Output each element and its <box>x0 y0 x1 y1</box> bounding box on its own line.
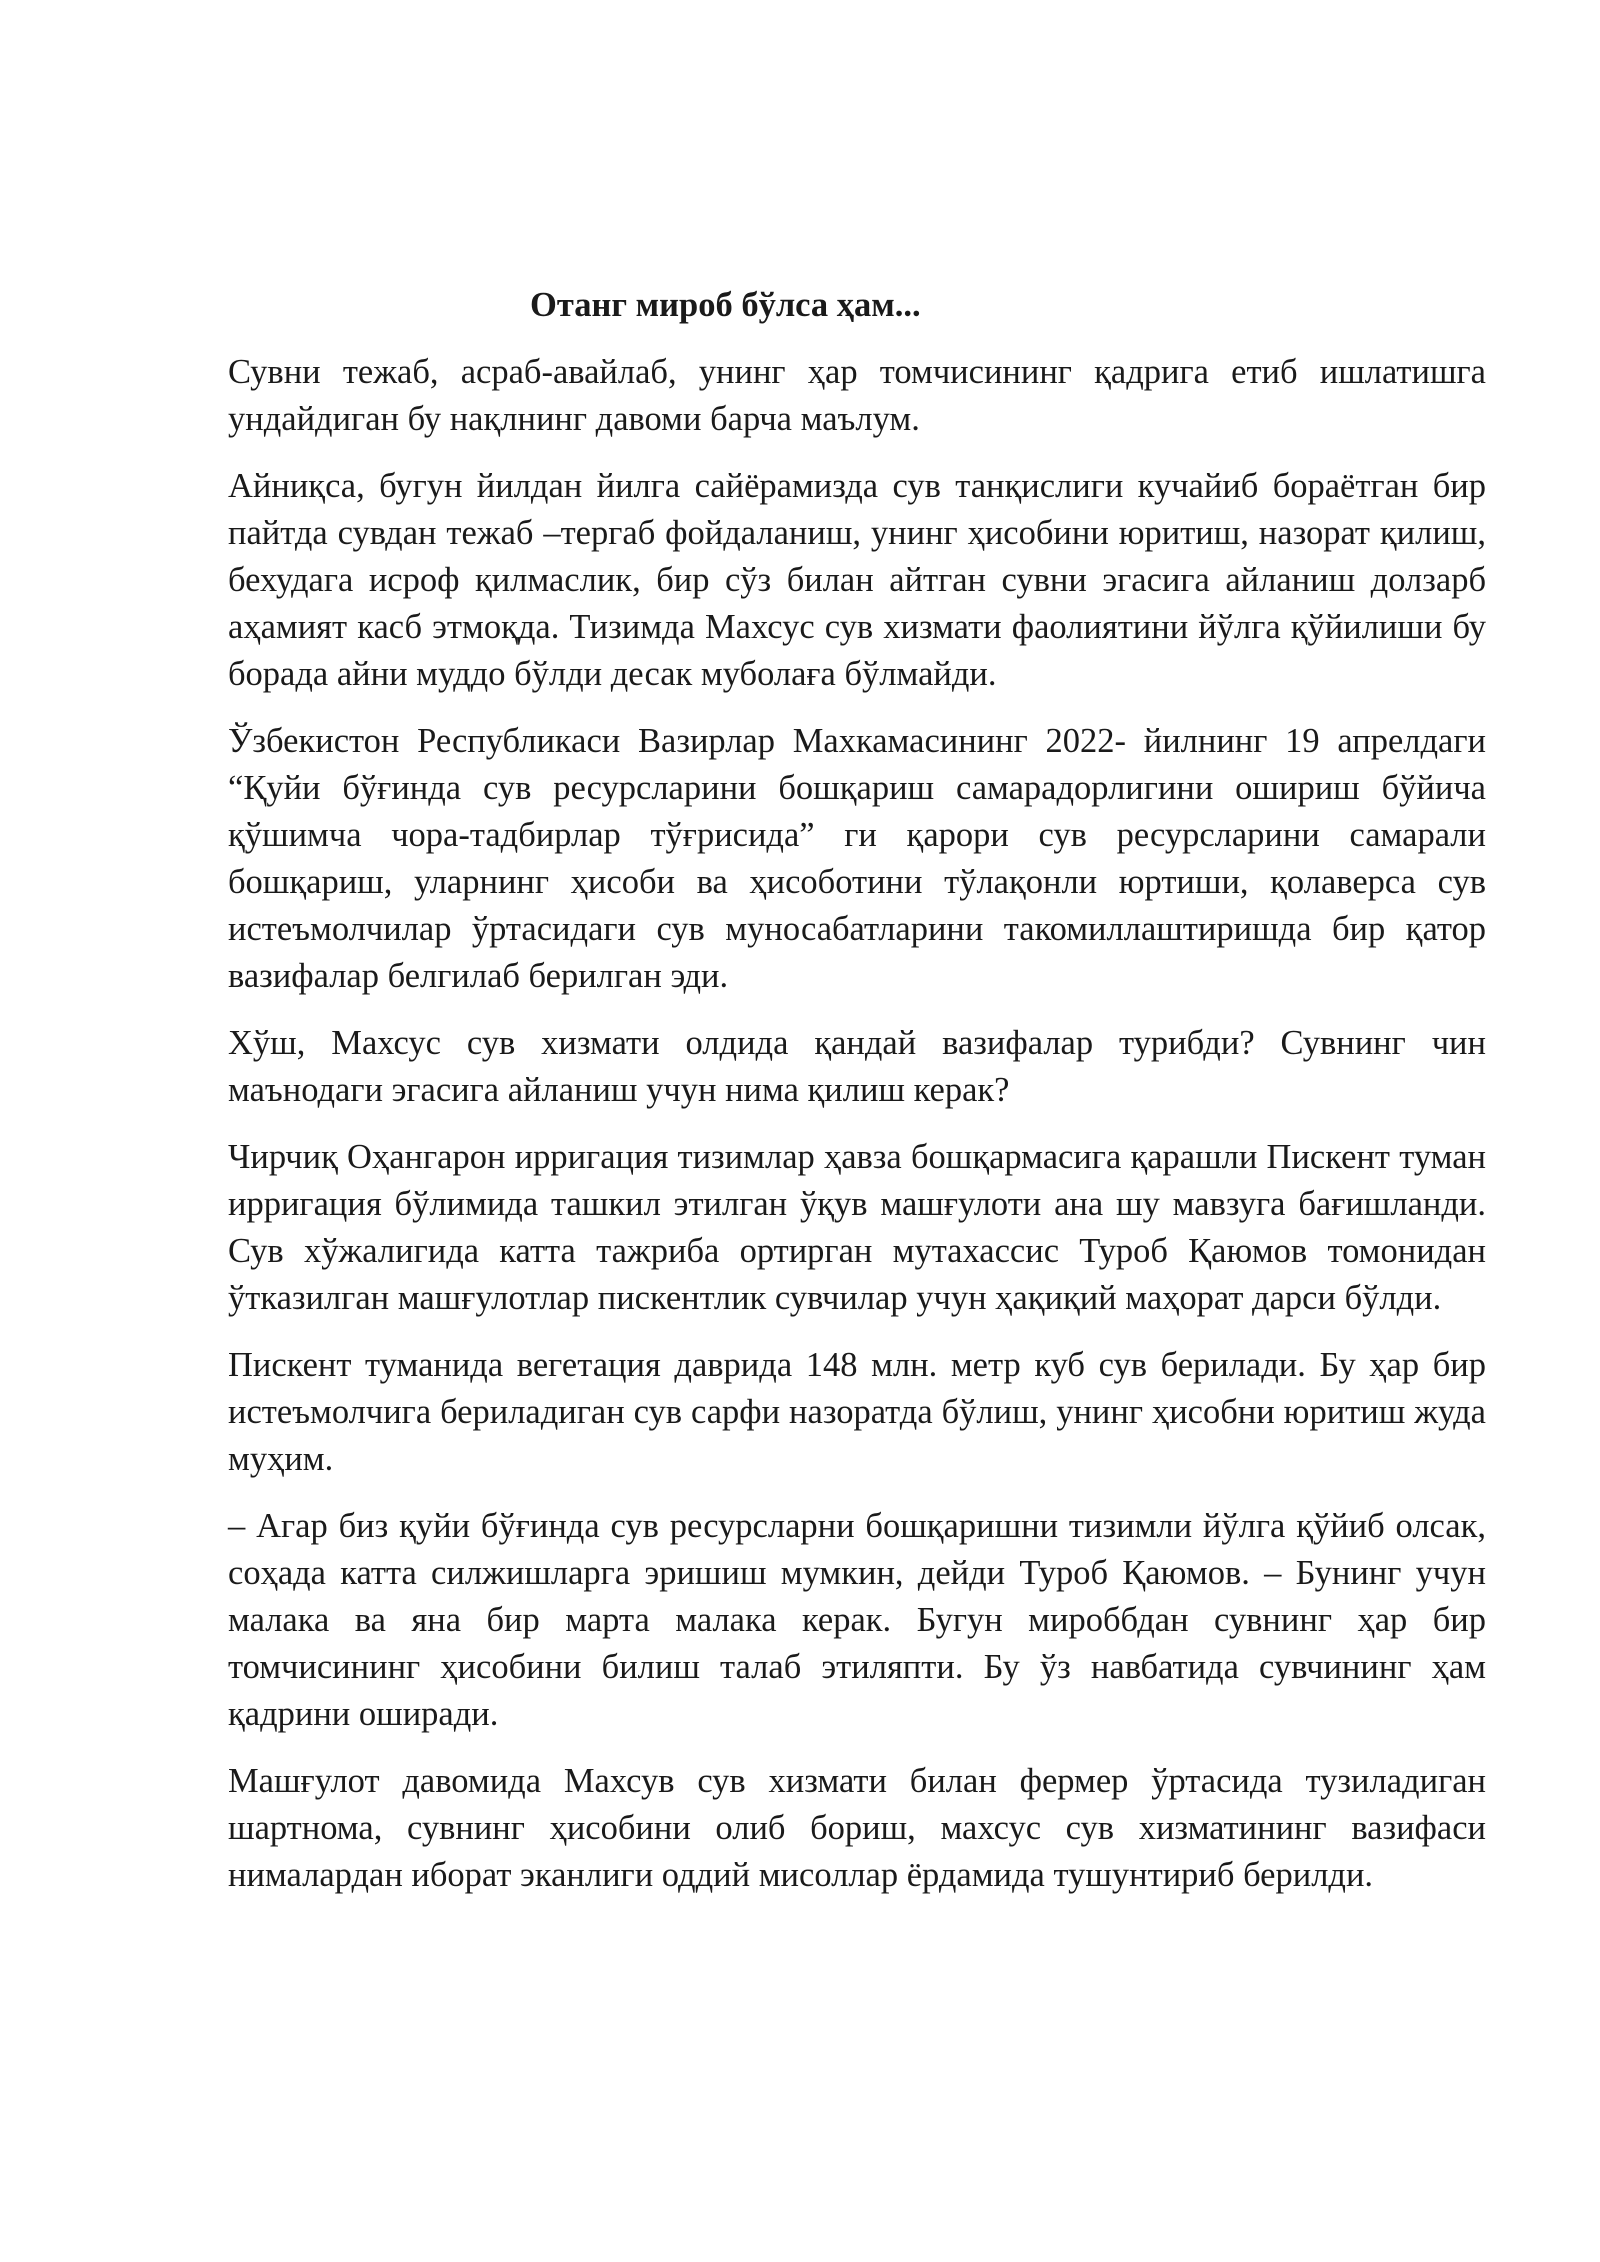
paragraph-3: Ўзбекистон Республикаси Вазирлар Махкамасининг 2022- йилнинг 19 апрелдаги “Қуйи бўғинда сув ресурсларини бошқариш самарадорлигини ошириш бўйича қўшимча чора-тадбирлар тўғрисида” ги қарори сув ресурсларини самарали бошқариш, уларнинг ҳисоби ва ҳисоботини тўлақонли юртиши, қолаверса сув истеъмолчилар ўртасидаги сув муносабатларини такомиллаштиришда бир қатор вазифалар белгилаб берилган эди. <box>228 722 1486 995</box>
document-body <box>228 282 1486 1919</box>
paragraph-1: Сувни тежаб, асраб-авайлаб, унинг ҳар томчисининг қадрига етиб ишлатишга ундайдиган бу нақлнинг давоми барча маълум. <box>228 353 1486 438</box>
page-title: Отанг мироб бўлса ҳам... <box>530 286 921 324</box>
paragraph-5: Чирчиқ Оҳангарон ирригация тизимлар ҳавза бошқармасига қарашли Пискент туман ирригация бўлимида ташкил этилган ўқув машғулоти ана шу мавзуга бағишланди. Сув хўжалигида катта тажриба ортирган мутахассис Туроб Қаюмов томонидан ўтказилган машғулотлар пискентлик сувчилар учун ҳақиқий маҳорат дарси бўлди. <box>228 1138 1486 1317</box>
paragraph-4: Хўш, Махсус сув хизмати олдида қандай вазифалар турибди? Сувнинг чин маънодаги эгасига айланиш учун нима қилиш керак? <box>228 1024 1486 1109</box>
paragraph-6: Пискент туманида вегетация даврида 148 млн. метр куб сув берилади. Бу ҳар бир истеъмолчига бериладиган сув сарфи назоратда бўлиш, унинг ҳисобни юритиш жуда муҳим. <box>228 1346 1486 1478</box>
paragraph-8: Машғулот давомида Махсув сув хизмати билан фермер ўртасида тузиладиган шартнома, сувнинг ҳисобини олиб бориш, махсус сув хизматининг вазифаси нималардан иборат эканлиги оддий мисоллар ёрдамида тушунтириб берилди. <box>228 1762 1486 1894</box>
paragraph-7: – Агар биз қуйи бўғинда сув ресурсларни бошқаришни тизимли йўлга қўйиб олсак, соҳада катта силжишларга эришиш мумкин, дейди Туроб Қаюмов. – Бунинг учун малака ва яна бир марта малака керак. Бугун мироббдан сувнинг ҳар бир томчисининг ҳисобини билиш талаб этиляпти. Бу ўз навбатида сувчининг ҳам қадрини оширади. <box>228 1507 1486 1733</box>
paragraph-2: Айниқса, бугун йилдан йилга сайёрамизда сув танқислиги кучайиб бораётган бир пайтда сувдан тежаб –тергаб фойдаланиш, унинг ҳисобини юритиш, назорат қилиш, бехудага исроф қилмаслик, бир сўз билан айтган сувни эгасига айланиш долзарб аҳамият касб этмоқда. Тизимда Махсус сув хизмати фаолиятини йўлга қўйилиши бу борада айни муддо бўлди десак муболаға бўлмайди. <box>228 467 1486 693</box>
